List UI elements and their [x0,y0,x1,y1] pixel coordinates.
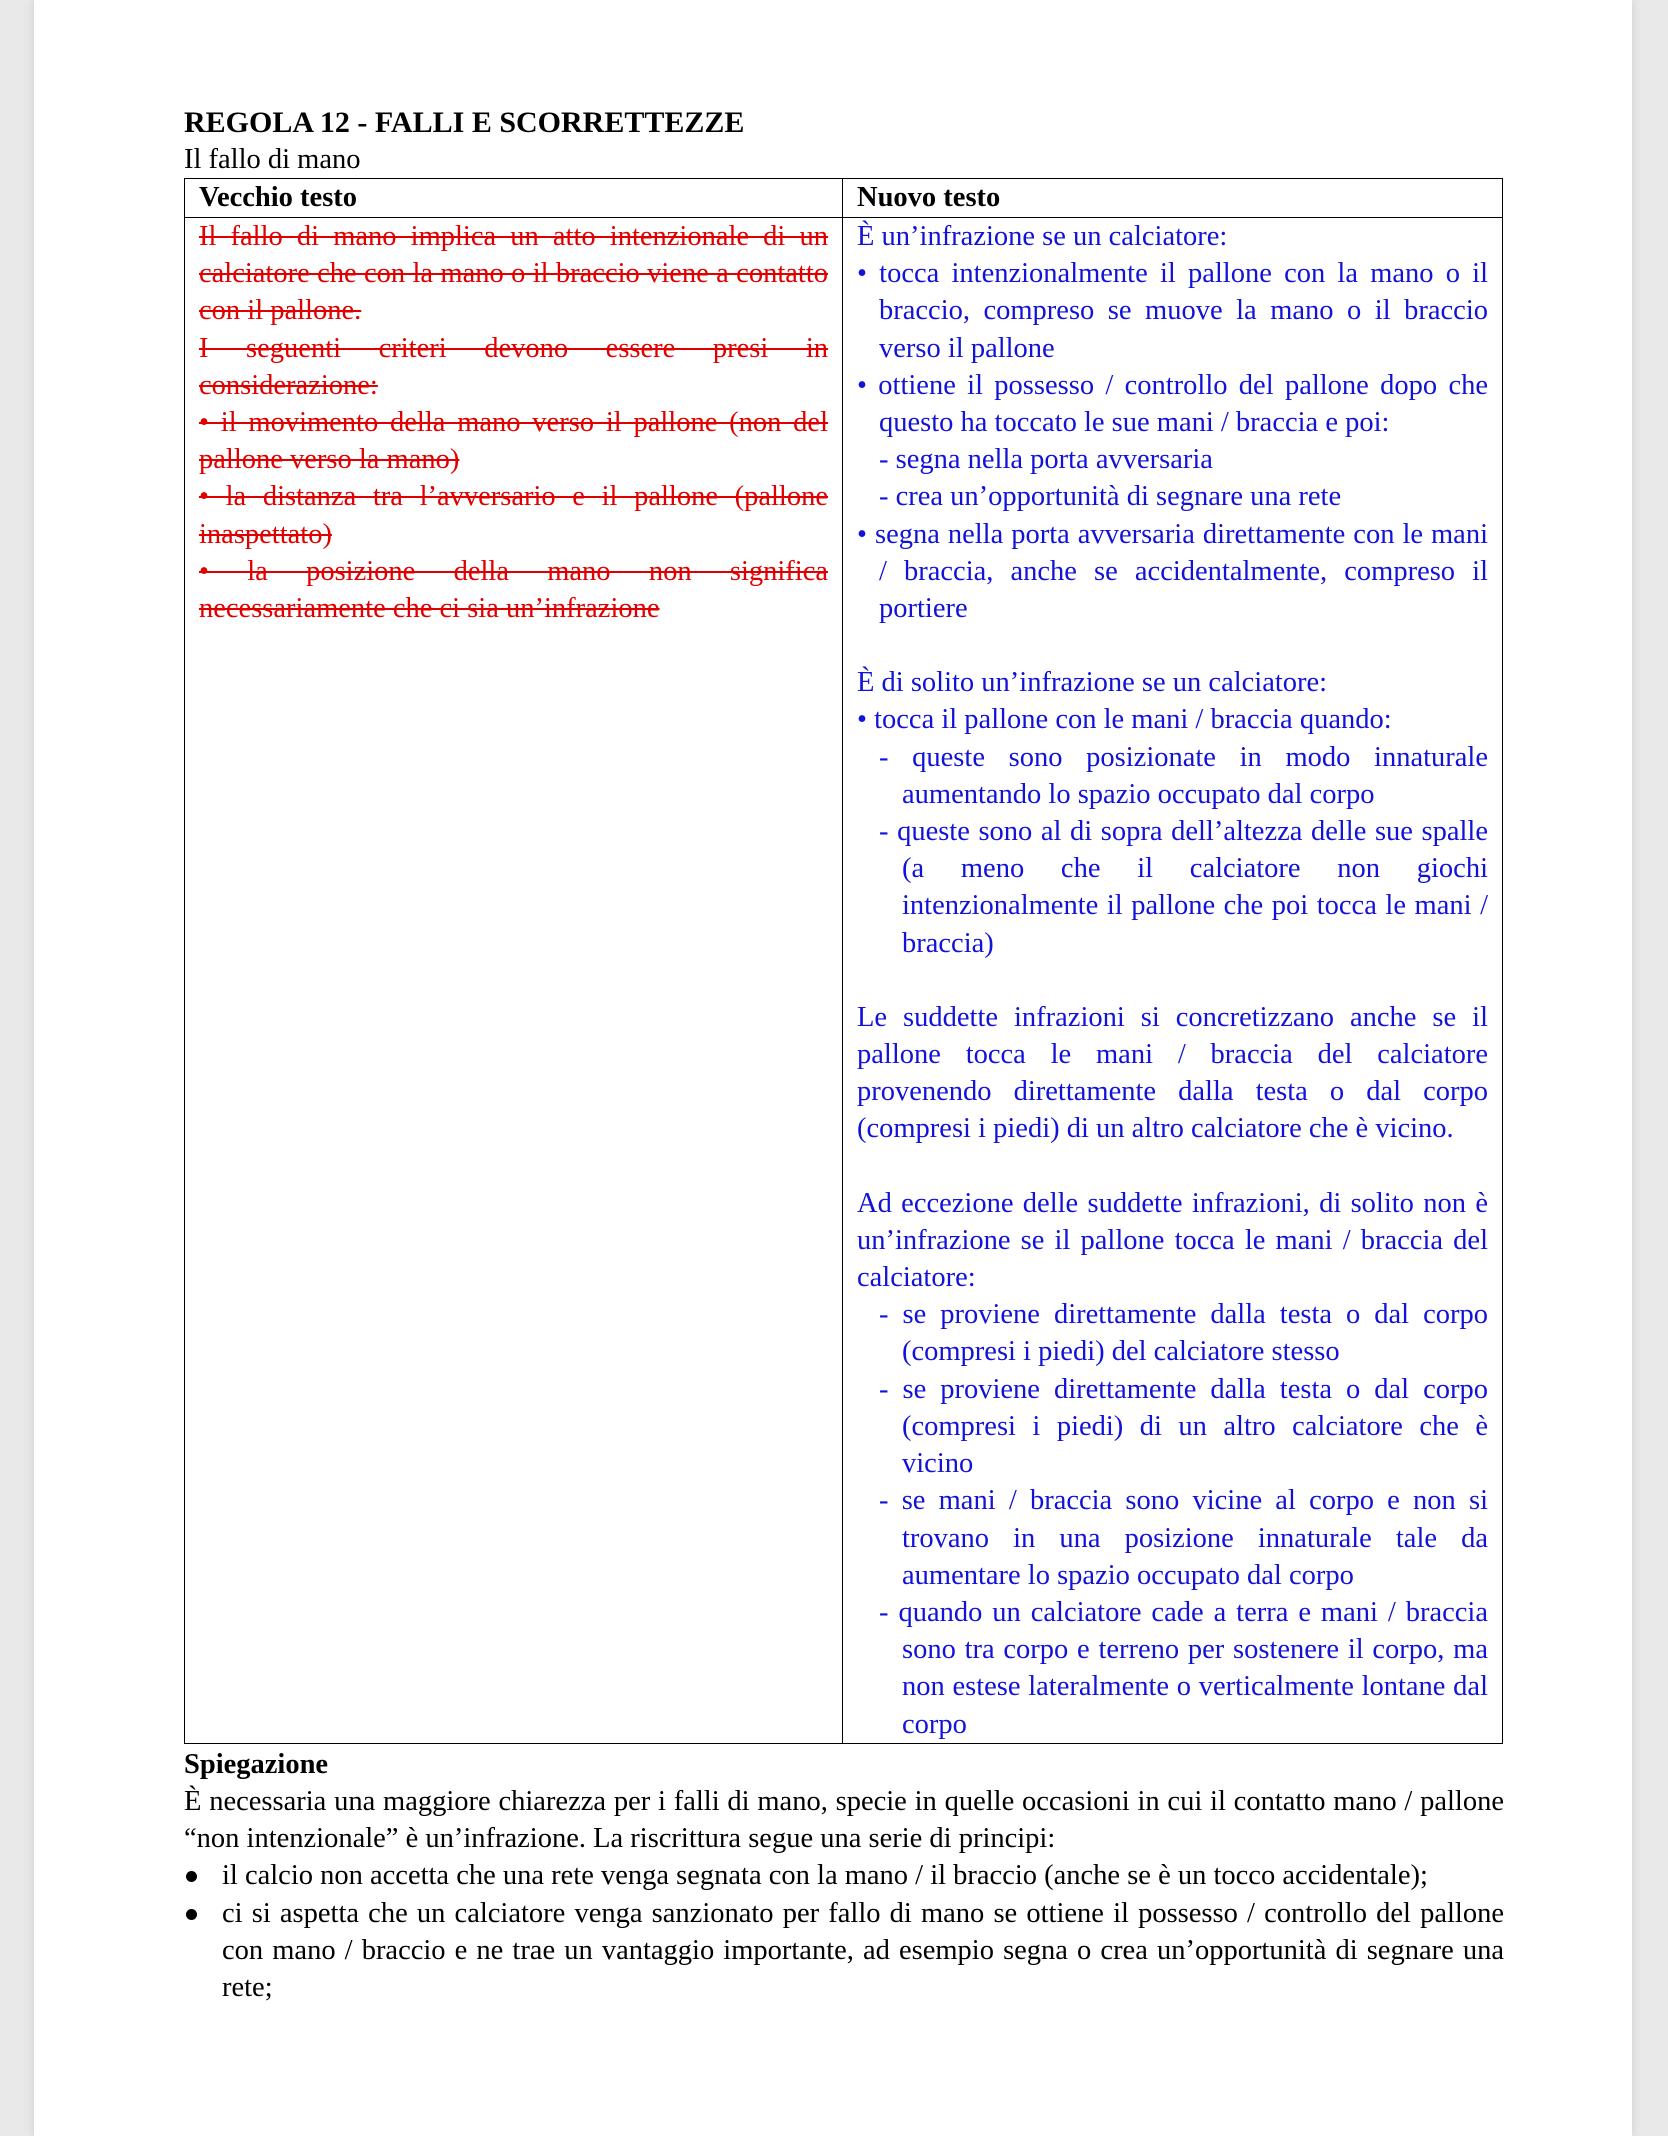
new-text-intro: È di solito un’infrazione se un calciatore: [857,667,1328,699]
list-item [184,1857,1504,1894]
new-text-bullet: • tocca intenzionalmente il pallone con la mano o il braccio, compreso se muove la mano o il braccio verso il pallone [857,258,1488,364]
new-text [857,218,1488,1743]
bullet-icon [186,1871,197,1882]
rule-title: REGOLA 12 - FALLI E SCORRETTEZZE [184,106,745,139]
new-text-dash-item: - se proviene direttamente dalla testa o dal corpo (compresi i piedi) del calciatore stesso [879,1299,1488,1368]
document-page [34,0,1632,2136]
new-text-cell [843,218,1503,1744]
new-text-dash-item: - se proviene direttamente dalla testa o dal corpo (compresi i piedi) di un altro calciatore che è vicino [879,1373,1488,1480]
new-text-header: Nuovo testo [843,179,1503,218]
new-text-dash-item: - queste sono posizionate in modo innaturale aumentando lo spazio occupato dal corpo [879,741,1488,810]
new-text-paragraph: Le suddette infrazioni si concretizzano anche se il pallone tocca le mani / braccia del calciatore provenendo direttamente dalla testa o dal corpo (compresi i piedi) di un altro calciatore che è vicino. [857,1001,1488,1145]
old-text-line: • la posizione della mano non significa necessariamente che ci sia un’infrazione [199,555,828,625]
old-text-line: Il fallo di mano implica un atto intenzionale di un calciatore che con la mano o il braccio viene a contatto con il pallone. [199,221,828,327]
list-item [184,1895,1504,2007]
old-text-line: • il movimento della mano verso il pallone (non del pallone verso la mano) [199,407,828,476]
old-text-header: Vecchio testo [185,179,843,218]
new-text-dash-item: - segna nella porta avversaria [879,444,1213,476]
list-item-text: ci si aspetta che un calciatore venga sanzionato per fallo di mano se ottiene il possesso / controllo del pallone con mano / braccio e ne trae un vantaggio importante, ad esempio segna o crea un’opportunità di segnare una rete; [222,1897,1504,2003]
new-text-intro: È un’infrazione se un calciatore: [857,221,1228,252]
explanation-paragraph: È necessaria una maggiore chiarezza per i falli di mano, specie in quelle occasioni in cui il contatto mano / pallone “non intenzionale” è un’infrazione. La riscrittura segue una serie di principi: [184,1785,1504,1855]
rule-subtitle: Il fallo di mano [184,144,361,175]
new-text-bullet: • segna nella porta avversaria direttamente con le mani / braccia, anche se accidentalmente, compreso il portiere [857,518,1488,625]
new-text-bullet: • ottiene il possesso / controllo del pallone dopo che questo ha toccato le sue mani / braccia e poi: [857,369,1488,439]
new-text-dash-item: - crea un’opportunità di segnare una rete [879,481,1342,513]
new-text-intro: Ad eccezione delle suddette infrazioni, di solito non è un’infrazione se il pallone tocca le mani / braccia del calciatore: [857,1187,1488,1294]
explanation-list [184,1857,1504,2006]
list-item-text: il calcio non accetta che una rete venga segnata con la mano / il braccio (anche se è un tocco accidentale); [222,1860,1428,1892]
document-content [184,104,1504,2006]
old-text-line: • la distanza tra l’avversario e il pallone (pallone inaspettato) [199,481,828,550]
old-text [199,218,828,627]
new-text-dash-item: - queste sono al di sopra dell’altezza delle sue spalle (a meno che il calciatore non giochi intenzionalmente il pallone che poi tocca le mani / braccia) [879,816,1488,959]
old-text-line: I seguenti criteri devono essere presi in considerazione: [199,332,828,401]
bullet-icon [186,1909,197,1920]
comparison-table [184,178,1503,1744]
explanation-heading: Spiegazione [184,1748,329,1780]
new-text-dash-item: - se mani / braccia sono vicine al corpo e non si trovano in una posizione innaturale tale da aumentare lo spazio occupato dal corpo [879,1485,1488,1591]
old-text-cell [185,218,843,1744]
new-text-bullet: • tocca il pallone con le mani / braccia quando: [857,704,1392,736]
new-text-dash-item: - quando un calciatore cade a terra e mani / braccia sono tra corpo e terreno per sostenere il corpo, ma non estese lateralmente o verticalmente lontane dal corpo [879,1596,1488,1740]
